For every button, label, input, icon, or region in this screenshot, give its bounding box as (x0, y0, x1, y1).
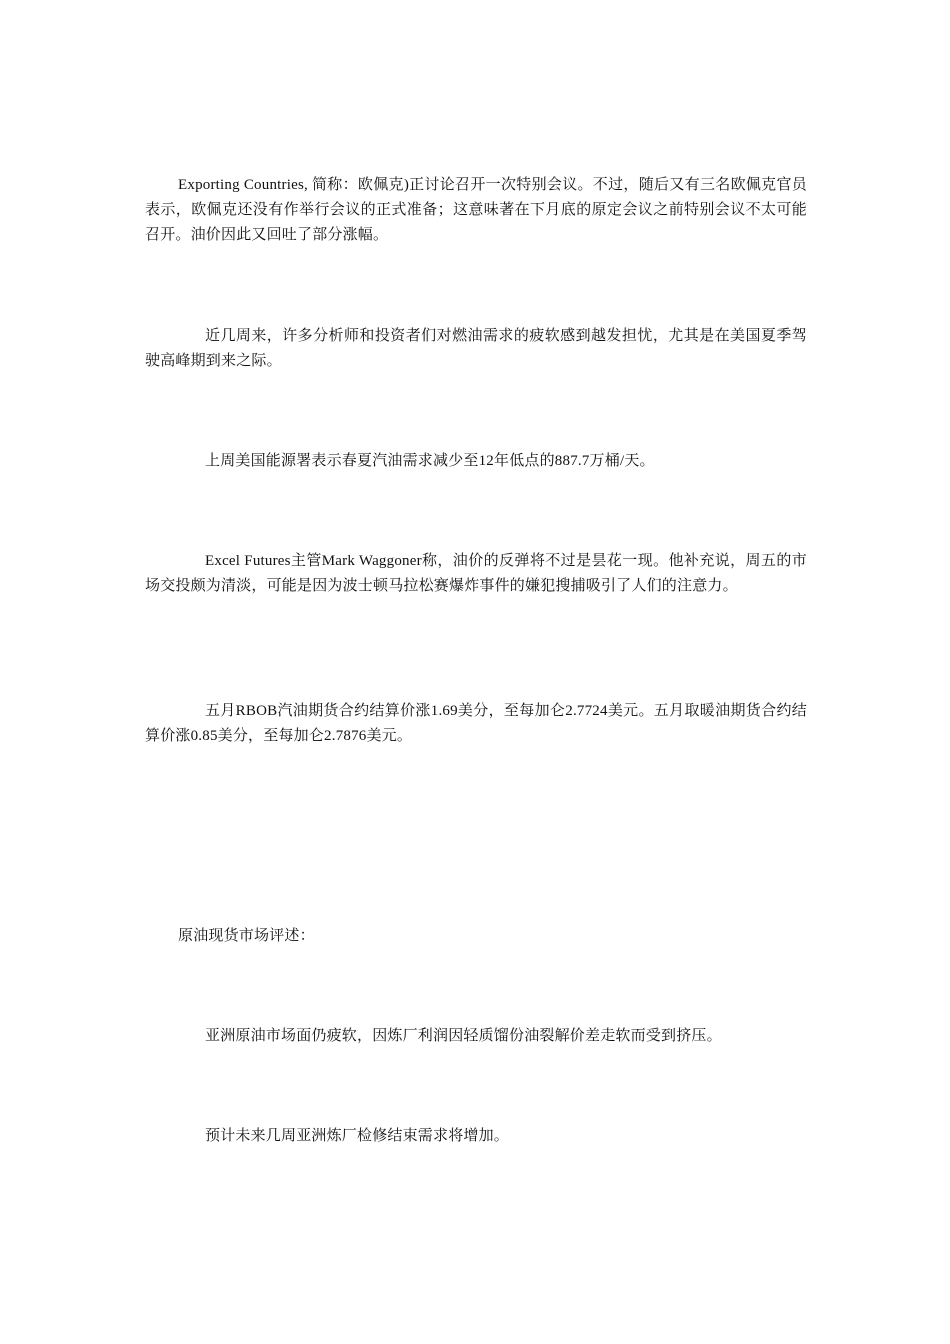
paragraph-fuel-demand: 近几周来，许多分析师和投资者们对燃油需求的疲软感到越发担忧，尤其是在美国夏季驾驶高峰期到来之际。 (145, 328, 807, 369)
paragraph-rbob-settlement: 五月RBOB汽油期货合约结算价涨1.69美分，至每加仑2.7724美元。五月取暖油期货合约结算价涨0.85美分，至每加仑2.7876美元。 (145, 703, 807, 744)
paragraph-gasoline-demand: 上周美国能源署表示春夏汽油需求减少至12年低点的887.7万桶/天。 (205, 453, 655, 469)
paragraph-excel-futures: Excel Futures主管Mark Waggoner称，油价的反弹将不过是昙花一现。他补充说，周五的市场交投颇为清淡，可能是因为波士顿马拉松赛爆炸事件的嫌犯搜捕吸引了人们的注意力。 (145, 553, 807, 594)
section-heading-spot-market: 原油现货市场评述： (178, 928, 315, 944)
paragraph-refinery-outlook: 预计未来几周亚洲炼厂检修结束需求将增加。 (205, 1128, 510, 1144)
paragraph-asia-market: 亚洲原油市场面仍疲软，因炼厂利润因轻质馏份油裂解价差走软而受到挤压。 (205, 1028, 722, 1044)
paragraph-opec-meeting: Exporting Countries, 简称：欧佩克)正讨论召开一次特别会议。不过，随后又有三名欧佩克官员表示，欧佩克还没有作举行会议的正式准备；这意味著在下月底的原定会议之前特别会议不太可能召开。油价因此又回吐了部分涨幅。 (145, 177, 807, 243)
